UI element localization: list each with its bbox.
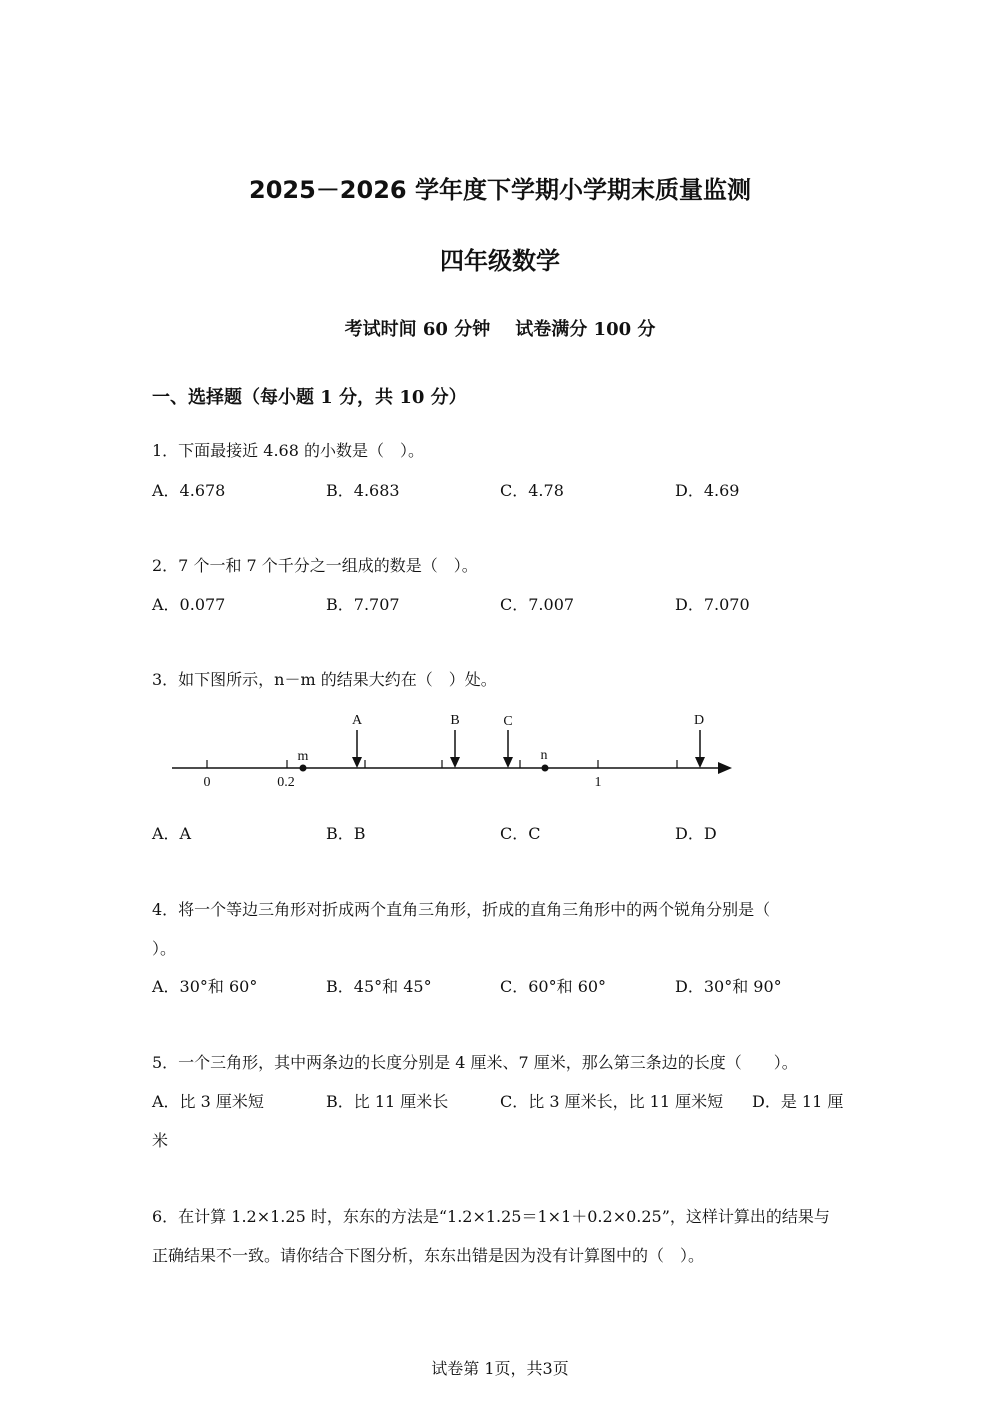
question-3-option-b: B．B bbox=[326, 824, 366, 843]
question-1-option-d: D．4.69 bbox=[675, 481, 740, 500]
question-3-option-d: D．D bbox=[675, 824, 717, 843]
question-6-stem-line1: 6．在计算 1.2×1.25 时，东东的方法是“1.2×1.25＝1×1＋0.2×0.25”，这样计算出的结果与 bbox=[152, 1207, 830, 1226]
question-3-option-c: C．C bbox=[500, 824, 541, 843]
question-6-stem-line2: 正确结果不一致。请你结合下图分析，东东出错是因为没有计算图中的（ ）。 bbox=[152, 1246, 705, 1265]
page-footer: 试卷第 1页，共3页 bbox=[431, 1359, 569, 1378]
tick-label-0: 0 bbox=[203, 775, 211, 790]
question-4-option-a: A．30°和 60° bbox=[152, 977, 258, 996]
point-label-m: m bbox=[297, 749, 309, 764]
question-3-stem: 3．如下图所示，n－m 的结果大约在（ ）处。 bbox=[152, 670, 497, 689]
exam-info bbox=[0, 315, 1000, 341]
question-4-option-d: D．30°和 90° bbox=[675, 977, 782, 996]
arrow-label-c: C bbox=[503, 714, 513, 729]
point-label-n: n bbox=[540, 748, 548, 763]
subject-title: 四年级数学 bbox=[440, 247, 560, 275]
question-5-stem: 5．一个三角形，其中两条边的长度分别是 4 厘米、7 厘米，那么第三条边的长度（ ）。 bbox=[152, 1053, 798, 1072]
axis-arrowhead bbox=[718, 762, 732, 774]
arrow-marker-d bbox=[695, 730, 705, 768]
arrow-label-d: D bbox=[693, 713, 705, 728]
question-3-option-a: A．A bbox=[152, 824, 192, 843]
number-line-figure bbox=[160, 700, 750, 800]
section-title-choice: 一、选择题（每小题 1 分，共 10 分） bbox=[152, 387, 467, 408]
question-4-stem-line2: ）。 bbox=[152, 939, 177, 958]
point-n bbox=[542, 765, 549, 772]
arrow-marker-b bbox=[450, 730, 460, 768]
question-4-stem-line1: 4．将一个等边三角形对折成两个直角三角形，折成的直角三角形中的两个锐角分别是（ bbox=[152, 900, 771, 919]
question-4-option-c: C．60°和 60° bbox=[500, 977, 607, 996]
arrow-label-a: A bbox=[351, 713, 363, 728]
exam-title: 2025－2026 学年度下学期小学期末质量监测 bbox=[249, 176, 751, 204]
question-5-option-d-wrap: 米 bbox=[152, 1131, 169, 1150]
exam-full-score: 试卷满分 100 分 bbox=[515, 319, 656, 340]
question-1-option-c: C．4.78 bbox=[500, 481, 564, 500]
question-2-option-a: A．0.077 bbox=[152, 595, 226, 614]
question-5-option-c: C．比 3 厘米长，比 11 厘米短 bbox=[500, 1092, 724, 1111]
question-5-option-b: B．比 11 厘米长 bbox=[326, 1092, 449, 1111]
question-2-option-d: D．7.070 bbox=[675, 595, 750, 614]
point-m bbox=[300, 765, 307, 772]
arrow-marker-c bbox=[503, 730, 513, 768]
question-1-option-b: B．4.683 bbox=[326, 481, 400, 500]
tick-label-0-2: 0.2 bbox=[277, 775, 295, 790]
question-2-option-c: C．7.007 bbox=[500, 595, 575, 614]
tick-label-1: 1 bbox=[594, 775, 602, 790]
question-2-stem: 2．7 个一和 7 个千分之一组成的数是（ ）。 bbox=[152, 556, 478, 575]
arrow-marker-a bbox=[352, 730, 362, 768]
question-5-option-a: A．比 3 厘米短 bbox=[152, 1092, 264, 1111]
question-4-option-b: B．45°和 45° bbox=[326, 977, 432, 996]
question-1-option-a: A．4.678 bbox=[152, 481, 226, 500]
arrow-label-b: B bbox=[450, 713, 460, 728]
question-5-option-d: D．是 11 厘 bbox=[752, 1092, 844, 1111]
exam-time: 考试时间 60 分钟 bbox=[344, 319, 491, 340]
question-1-stem: 1．下面最接近 4.68 的小数是（ ）。 bbox=[152, 441, 424, 460]
question-2-option-b: B．7.707 bbox=[326, 595, 400, 614]
